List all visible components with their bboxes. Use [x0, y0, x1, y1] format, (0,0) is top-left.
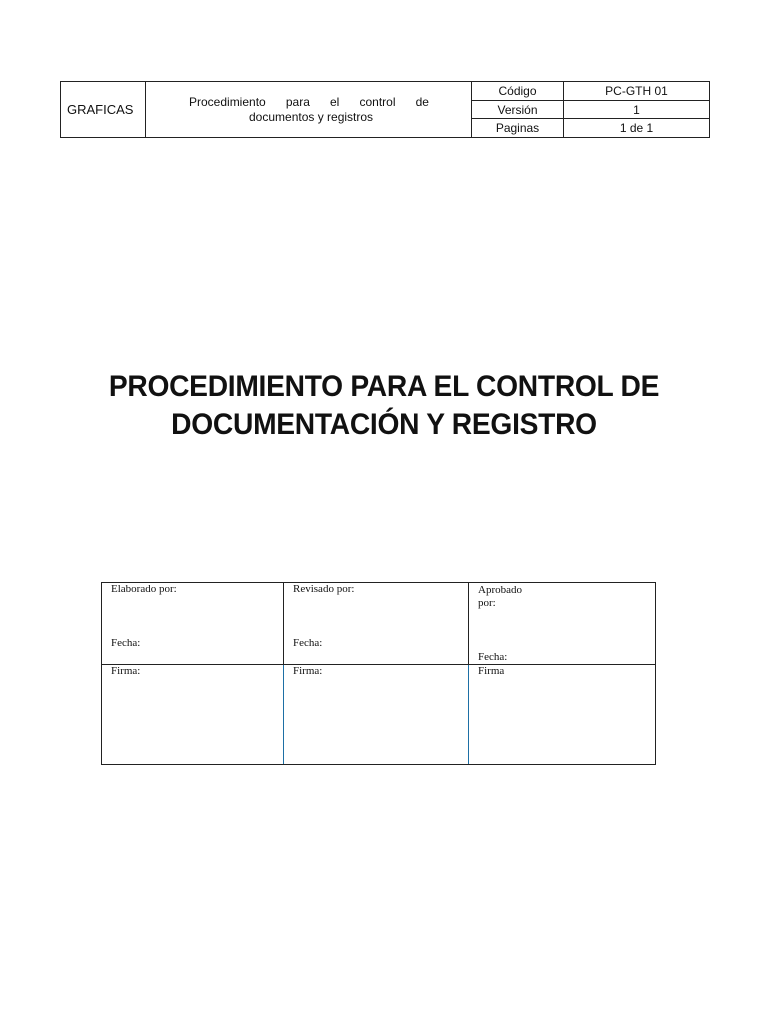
header-title-line1: [189, 95, 429, 110]
signature-table: [101, 582, 656, 765]
revisado-label: Revisado por:: [293, 583, 355, 595]
firma-cell: [469, 665, 655, 764]
meta-value: PC-GTH 01: [605, 83, 668, 98]
header-meta-table: [472, 82, 709, 137]
firma-cell: [102, 665, 284, 764]
header-document-title: [146, 82, 472, 137]
main-title-line1: PROCEDIMIENTO PARA EL CONTROL DE: [108, 370, 660, 403]
firma-label: Firma:: [111, 665, 141, 677]
meta-label: Versión: [472, 101, 564, 119]
aprobado-label: Aprobado por:: [478, 584, 522, 609]
firma-label: Firma:: [293, 665, 323, 677]
main-title-line2: DOCUMENTACIÓN Y REGISTRO: [171, 408, 597, 441]
header-title-word: control: [359, 95, 396, 109]
firma-cell: [284, 665, 469, 764]
elaborado-label: Elaborado por:: [111, 583, 177, 595]
document-main-title: [61, 368, 708, 444]
company-name: GRAFICAS: [61, 82, 146, 137]
aprobado-cell: [469, 583, 655, 664]
fecha-label: Fecha:: [478, 651, 508, 663]
meta-label: Código: [472, 82, 564, 100]
header-title-line2: documentos y registros: [249, 110, 374, 124]
header-title-word: para: [285, 95, 310, 109]
meta-value: 1 de 1: [619, 121, 654, 136]
meta-row-version: [472, 101, 709, 120]
meta-value: 1: [633, 102, 640, 117]
document-header-table: [60, 81, 710, 138]
revisado-cell: [284, 583, 469, 664]
meta-row-paginas: [472, 119, 709, 137]
firma-label: Firma: [478, 665, 505, 677]
header-title-word: de: [415, 95, 429, 109]
elaborado-cell: [102, 583, 284, 664]
header-title-word: Procedimiento: [189, 95, 266, 109]
meta-row-codigo: [472, 82, 709, 101]
header-title-word: el: [330, 95, 340, 109]
signature-row-names: [102, 583, 655, 665]
fecha-label: Fecha:: [293, 637, 323, 649]
fecha-label: Fecha:: [111, 637, 141, 649]
meta-label: Paginas: [472, 119, 564, 137]
signature-row-firmas: [102, 665, 655, 764]
